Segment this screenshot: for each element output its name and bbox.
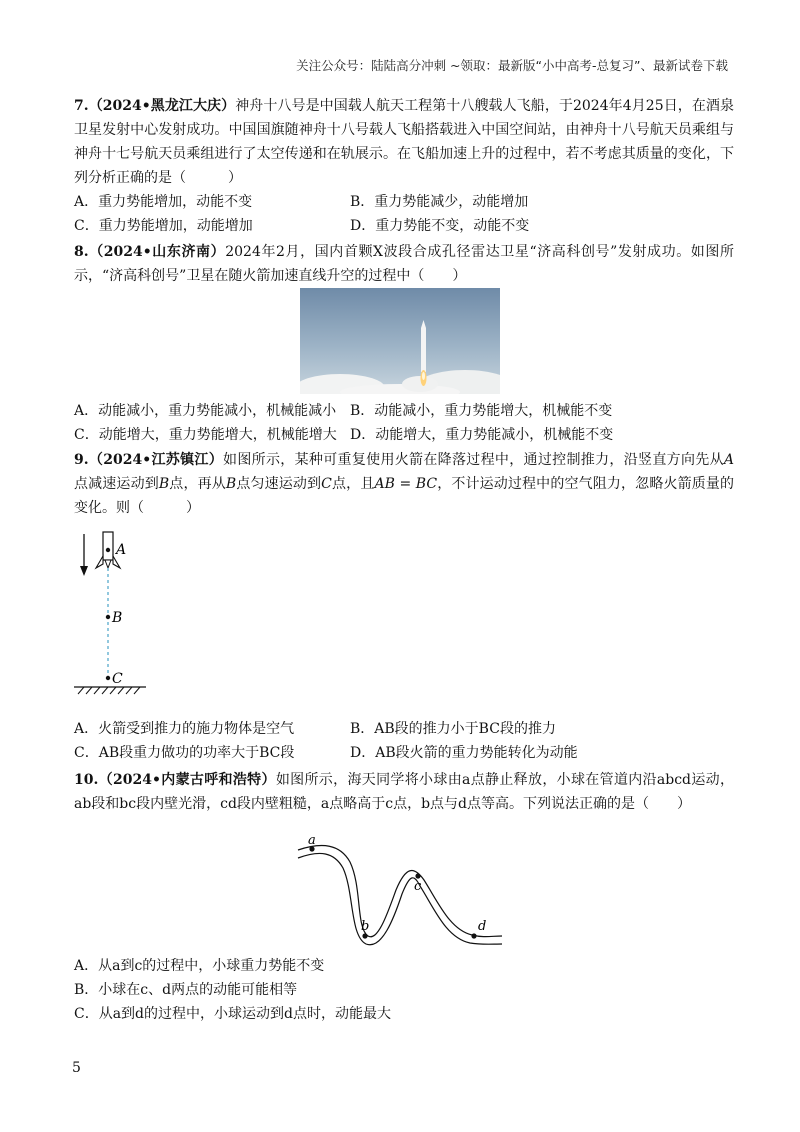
question-9	[74, 448, 734, 520]
question-number: 7.	[74, 98, 89, 114]
pipe-track-diagram	[292, 832, 512, 950]
question-number: 9.	[74, 452, 89, 468]
option-d: D．动能增大，重力势能减小，机械能不变	[350, 427, 614, 443]
question-source: （2024•内蒙古呼和浩特）	[98, 772, 276, 788]
label-a: a	[308, 833, 316, 848]
label-c: C	[112, 671, 123, 687]
point-label: B	[225, 476, 237, 492]
label-b: B	[112, 610, 123, 626]
option-b: B．AB段的推力小于BC段的推力	[350, 721, 556, 737]
question-7	[74, 94, 734, 190]
question-source: （2024•山东济南）	[88, 244, 226, 260]
option-c: C．AB段重力做功的功率大于BC段	[74, 745, 295, 761]
option-a: A．重力势能增加，动能不变	[74, 194, 253, 210]
page-header: 关注公众号：陆陆高分冲刺 ~领取：最新版“小中高考-总复习”、最新试卷下载	[296, 58, 728, 73]
question-text: ，不计运动过程中的空气阻力，忽略火箭质量的变化。则（ ）	[74, 476, 735, 516]
question-8	[74, 240, 734, 288]
option-a: A．火箭受到推力的施力物体是空气	[74, 721, 295, 737]
question-number: 8.	[74, 244, 89, 260]
page-number: 5	[72, 1060, 81, 1076]
equation: AB = BC	[374, 476, 438, 492]
point-label: C	[321, 476, 332, 492]
question-text: 点匀速运动到	[236, 476, 322, 492]
question-source: （2024•黑龙江大庆）	[88, 98, 236, 114]
question-text: 2024年2月，国内首颗X波段合成孔径雷达卫星“济高科创号”发射成功。如图所示，“济高科创号”卫星在随火箭加速直线升空的过程中（ ）	[74, 244, 734, 284]
point-label: A	[723, 452, 735, 468]
question-text: 如图所示，某种可重复使用火箭在降落过程中，通过控制推力，沿竖直方向先从	[223, 452, 724, 468]
arrow-down-icon	[80, 566, 88, 576]
option-b: B．动能减小，重力势能增大，机械能不变	[350, 403, 613, 419]
label-a: A	[116, 542, 127, 558]
question-10	[74, 768, 734, 816]
question-text: 点减速运动到	[74, 476, 159, 492]
point-label: B	[158, 476, 170, 492]
option-b: B．小球在c、d两点的动能可能相等	[74, 982, 298, 998]
question-source: （2024•江苏镇江）	[88, 452, 224, 468]
label-d: d	[478, 919, 487, 934]
option-a: A．从a到c的过程中，小球重力势能不变	[74, 958, 325, 974]
question-text: 点，且	[331, 476, 375, 492]
option-c: C．从a到d的过程中，小球运动到d点时，动能最大	[74, 1006, 391, 1022]
rocket-descent-diagram	[70, 526, 190, 716]
question-text: 如图所示，海天同学将小球由a点静止释放，小球在管道内沿abcd运动，ab段和bc段内壁光滑，cd段内壁粗糙，a点略高于c点，b点与d点等高。下列说法正确的是（ ）	[74, 772, 734, 812]
rocket-launch-photo	[300, 288, 500, 394]
rocket-icon	[103, 532, 113, 560]
option-d: D．AB段火箭的重力势能转化为动能	[350, 745, 578, 761]
label-b: b	[361, 919, 370, 934]
question-text: 点，再从	[169, 476, 226, 492]
option-a: A．动能减小，重力势能减小，机械能减小	[74, 403, 337, 419]
option-c: C．重力势能增加，动能增加	[74, 218, 253, 234]
option-c: C．动能增大，重力势能增大，机械能增大	[74, 427, 337, 443]
option-d: D．重力势能不变，动能不变	[350, 218, 530, 234]
label-c: c	[414, 879, 422, 894]
question-number: 10.	[74, 772, 99, 788]
question-text: 神舟十八号是中国载人航天工程第十八艘载人飞船，于2024年4月25日，在酒泉卫星发射中心发射成功。中国国旗随神舟十八号载人飞船搭载进入中国空间站，由神舟十八号航天员乘组与神舟十七号航天员乘组进行了太空传递和在轨展示。在飞船加速上升的过程中，若不考虑其质量的变化，下列分析正确的是（ ）	[74, 98, 734, 186]
option-b: B．重力势能减少，动能增加	[350, 194, 529, 210]
